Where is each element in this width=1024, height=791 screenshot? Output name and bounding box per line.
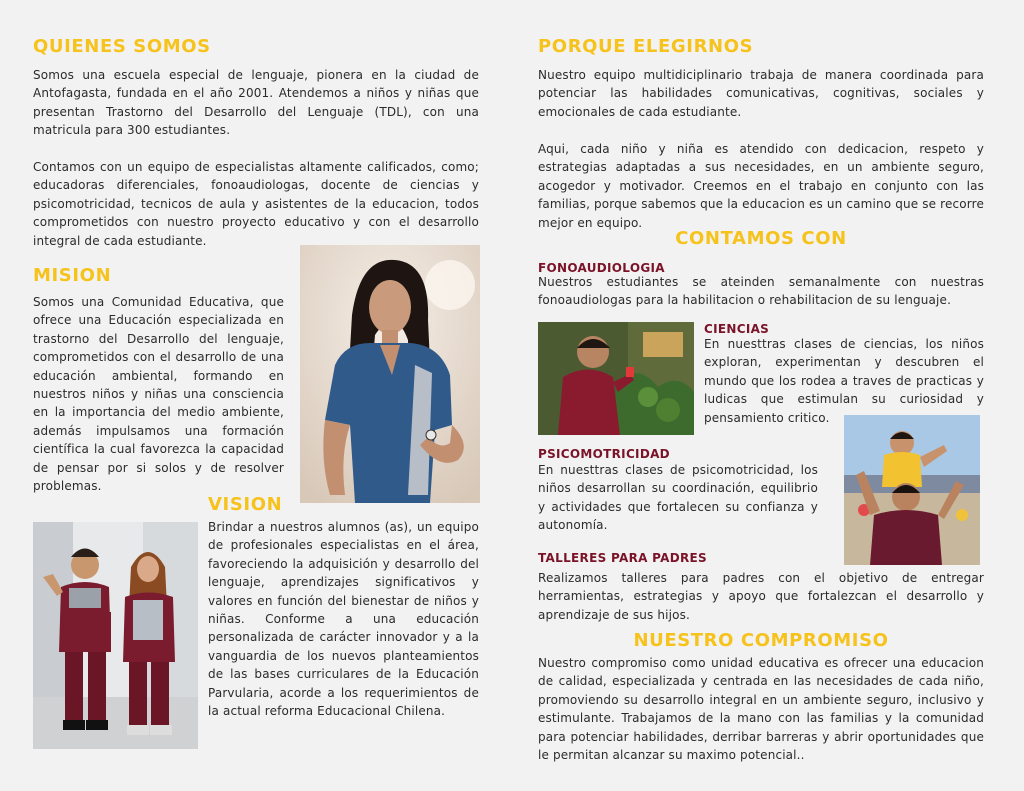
psicomotricidad-title: PSICOMOTRICIDAD <box>538 447 670 461</box>
porque-paragraph-2: Aqui, cada niño y niña es atendido con dedicacion, respeto y estrategias adaptadas a sus necesidades, en un ambiente seguro, acogedor y motivador. Creemos en el trabajo en conjunto con las familias, porque sabemos que la educacion es un camino que se recorre mejor en equipo. <box>538 142 984 230</box>
mision-title: MISION <box>33 265 112 286</box>
psicomotricidad-text: En nuesttras clases de psicomotricidad, los niños desarrollan su coordinación, equilibrio y actividades que fortalecen su confianza y autonomía. <box>538 463 818 533</box>
vision-text: Brindar a nuestros alumnos (as), un equipo de profesionales especialistas en el área, favoreciendo la adquisición y desarrollo del lenguaje, aprendizajes significativos y valores en función del bienestar de niños y niñas. Conforme a una educación personalizada de carácter innovador y a la vanguardia de los nuevos planteamientos de las bases curriculares de la Educación Parvularia, acorde a los requerimientos de la actual reforma Educacional Chilena. <box>208 520 479 719</box>
ciencias-text: En nuesttras clases de ciencias, los niños exploran, experimentan y descubren el mundo que los rodea a traves de practicas y ludicas que estimulan su curiosidad y pensamiento critico. <box>704 337 984 425</box>
nuestro-compromiso-title: NUESTRO COMPROMISO <box>633 630 889 651</box>
porque-elegirnos-title: PORQUE ELEGIRNOS <box>538 36 754 57</box>
mision-text: Somos una Comunidad Educativa, que ofrece una Educación especializada en trastorno del Desarrollo del lenguaje, comprometidos con el desarrollo de una educación ambiental, formando en nuestros niños y niñas una consciencia en la importancia del medio ambiente, además impulsamos una formación científica la cual favorezca la capacidad de pensar por si solos y de resolver problemas. <box>33 295 284 494</box>
quienes-somos-paragraph-2: Contamos con un equipo de especialistas altamente calificados, como; educadoras diferenciales, fonoaudiologas, docente de ciencias y psicomotricidad, tecnicos de aula y asistentes de la educacion, todos comprometidos con nuestro proyecto educativo y con el desarrollo integral de cada estudiante. <box>33 160 479 248</box>
talleres-padres-title: TALLERES PARA PADRES <box>538 551 707 565</box>
psychomotor-class-photo <box>844 415 980 565</box>
fonoaudiologia-title: FONOAUDIOLOGIA <box>538 261 665 275</box>
talleres-padres-text: Realizamos talleres para padres con el objetivo de entregar herramientas, estrategias y apoyo que fortalezcan el desarrollo y aprendizaje de sus hijos. <box>538 571 984 622</box>
quienes-somos-paragraph-1: Somos una escuela especial de lenguaje, pionera en la ciudad de Antofagasta, fundada en el año 2001. Atendemos a niños y niñas que presentan Trastorno del Desarrollo del Lenguaje (TDL), con una matricula para 300 estudiantes. <box>33 68 479 138</box>
porque-paragraph-1: Nuestro equipo multidiciplinario trabaja de manera coordinada para potenciar las habilidades comunicativas, cognitivas, sociales y emocionales de cada estudiante. <box>538 68 984 119</box>
teacher-photo <box>300 245 480 503</box>
quienes-somos-title: QUIENES SOMOS <box>33 36 211 57</box>
ciencias-title: CIENCIAS <box>704 322 770 336</box>
students-uniform-photo <box>33 522 198 749</box>
nuestro-compromiso-text: Nuestro compromiso como unidad educativa es ofrecer una educacion de calidad, especializada y centrada en las necesidades de cada niño, promoviendo su desarrollo integral en un ambiente seguro, inclusivo y estimulante. Trabajamos de la mano con las familias y la comunidad para potenciar habilidades, derribar barreras y abrir oportunidades que le permitan alcanzar su maximo potencial.. <box>538 656 984 763</box>
contamos-con-title: CONTAMOS CON <box>675 228 847 249</box>
fonoaudiologia-text: Nuestros estudiantes se ateinden semanalmente con nuestras fonoaudiologas para la habilitacion o rehabilitacion de su lenguaje. <box>538 275 984 308</box>
science-class-photo <box>538 322 694 435</box>
vision-title: VISION <box>208 494 283 515</box>
